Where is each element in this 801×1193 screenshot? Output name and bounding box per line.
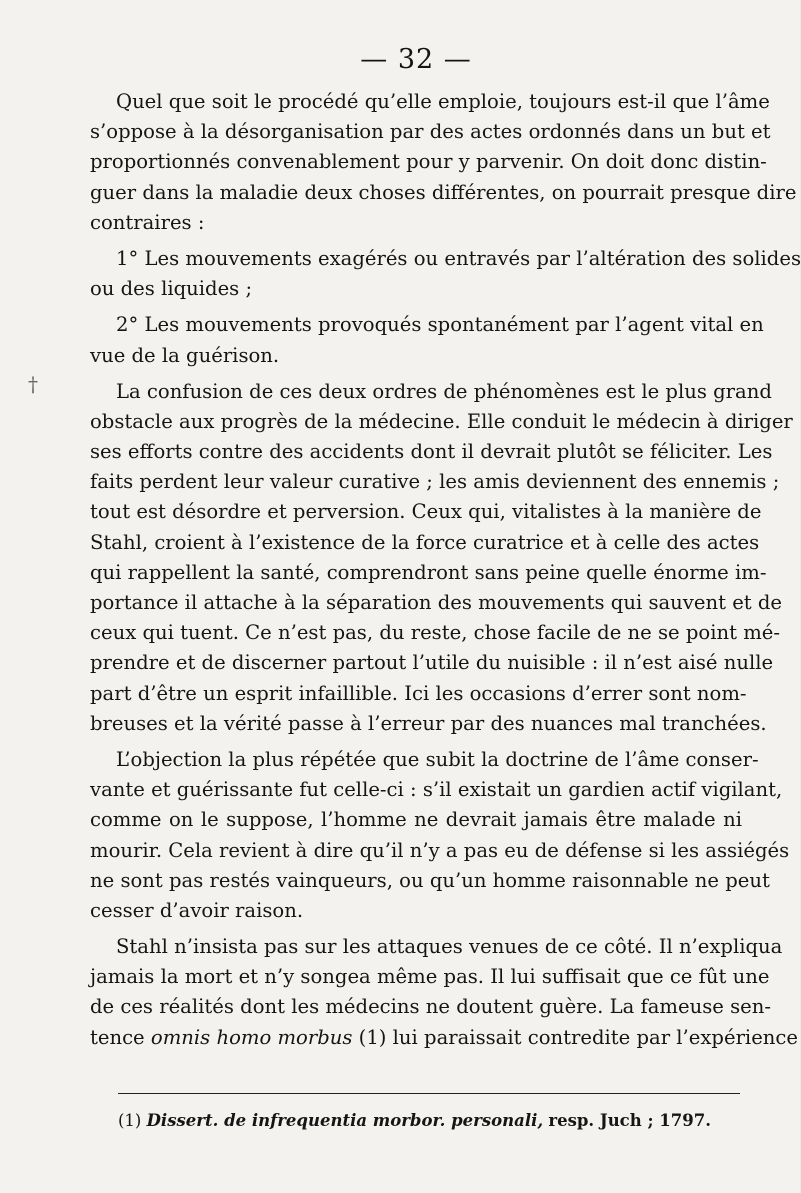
text-line: Stahl, croient à l’existence de la force curatrice et à celle des actes bbox=[90, 530, 760, 554]
final-line-end: (1) lui paraissait contredite par l’expérience bbox=[358, 1025, 798, 1049]
final-line-start: tence bbox=[90, 1025, 145, 1049]
text-line: de ces réalités dont les médecins ne doutent guère. La fameuse sen- bbox=[90, 995, 771, 1019]
footnote bbox=[118, 1111, 711, 1130]
text-line: ses efforts contre des accidents dont il devrait plutôt se féliciter. Les bbox=[90, 440, 773, 464]
text-line: comme on le suppose, l’homme ne devrait jamais être malade ni bbox=[90, 808, 742, 832]
footnote-title: Dissert. de infrequentia morbor. personali, bbox=[146, 1111, 544, 1130]
text-line: Quel que soit le procédé qu’elle emploie, toujours est-il que l’âme bbox=[116, 90, 770, 113]
page-number: — 32 — bbox=[360, 44, 472, 75]
text-line-final bbox=[90, 1023, 798, 1053]
text-line: 1° Les mouvements exagérés ou entravés par l’altération des solides bbox=[116, 246, 801, 270]
text-line: portance il attache à la séparation des mouvements qui sauvent et de bbox=[90, 591, 783, 614]
text-line: L’objection la plus répétée que subit la doctrine de l’âme conser- bbox=[116, 747, 759, 771]
text-line: ne sont pas restés vainqueurs, ou qu’un homme raisonnable ne peut bbox=[90, 868, 770, 892]
text-line: faits perdent leur valeur curative ; les amis deviennent des ennemis ; bbox=[90, 470, 780, 494]
text-line: jamais la mort et n’y songea même pas. Il lui suffisait que ce fût une bbox=[90, 965, 770, 989]
footnote-rule bbox=[118, 1093, 740, 1094]
footnote-detail: resp. Juch ; 1797. bbox=[548, 1111, 711, 1130]
text-line: qui rappellent la santé, comprendront sans peine quelle énorme im- bbox=[90, 560, 767, 584]
margin-annotation-mark: † bbox=[28, 372, 38, 396]
text-line: ceux qui tuent. Ce n’est pas, du reste, chose facile de ne se point mé- bbox=[90, 621, 780, 645]
text-line: mourir. Cela revient à dire qu’il n’y a pas eu de défense si les assiégés bbox=[90, 838, 790, 862]
text-line: 2° Les mouvements provoqués spontanément par l’agent vital en bbox=[116, 313, 764, 337]
text-line: s’oppose à la désorganisation par des actes ordonnés dans un but et bbox=[90, 120, 771, 144]
text-line: guer dans la maladie deux choses différentes, on pourrait presque dire bbox=[90, 180, 797, 204]
text-line: proportionnés convenablement pour y parvenir. On doit donc distin- bbox=[90, 150, 767, 174]
text-line: ou des liquides ; bbox=[90, 277, 253, 301]
text-line: La confusion de ces deux ordres de phénomènes est le plus grand bbox=[116, 379, 772, 403]
text-line: obstacle aux progrès de la médecine. Elle conduit le médecin à diriger bbox=[90, 409, 793, 433]
text-line: part d’être un esprit infaillible. Ici les occasions d’errer sont nom- bbox=[90, 681, 747, 705]
latin-quote: omnis homo morbus bbox=[150, 1025, 353, 1049]
text-line: contraires : bbox=[90, 210, 205, 234]
body-text bbox=[90, 87, 801, 1053]
text-line: breuses et la vérité passe à l’erreur par des nuances mal tranchées. bbox=[90, 711, 767, 735]
text-line: prendre et de discerner partout l’utile du nuisible : il n’est aisé nulle bbox=[90, 651, 774, 675]
text-line: tout est désordre et perversion. Ceux qui, vitalistes à la manière de bbox=[90, 500, 762, 524]
text-line: vue de la guérison. bbox=[90, 343, 280, 367]
text-line: vante et guérissante fut celle-ci : s’il existait un gardien actif vigilant, bbox=[90, 778, 783, 802]
text-line: Stahl n’insista pas sur les attaques venues de ce côté. Il n’expliqua bbox=[116, 935, 783, 959]
text-line: cesser d’avoir raison. bbox=[90, 898, 304, 922]
footnote-marker: (1) bbox=[118, 1111, 142, 1130]
